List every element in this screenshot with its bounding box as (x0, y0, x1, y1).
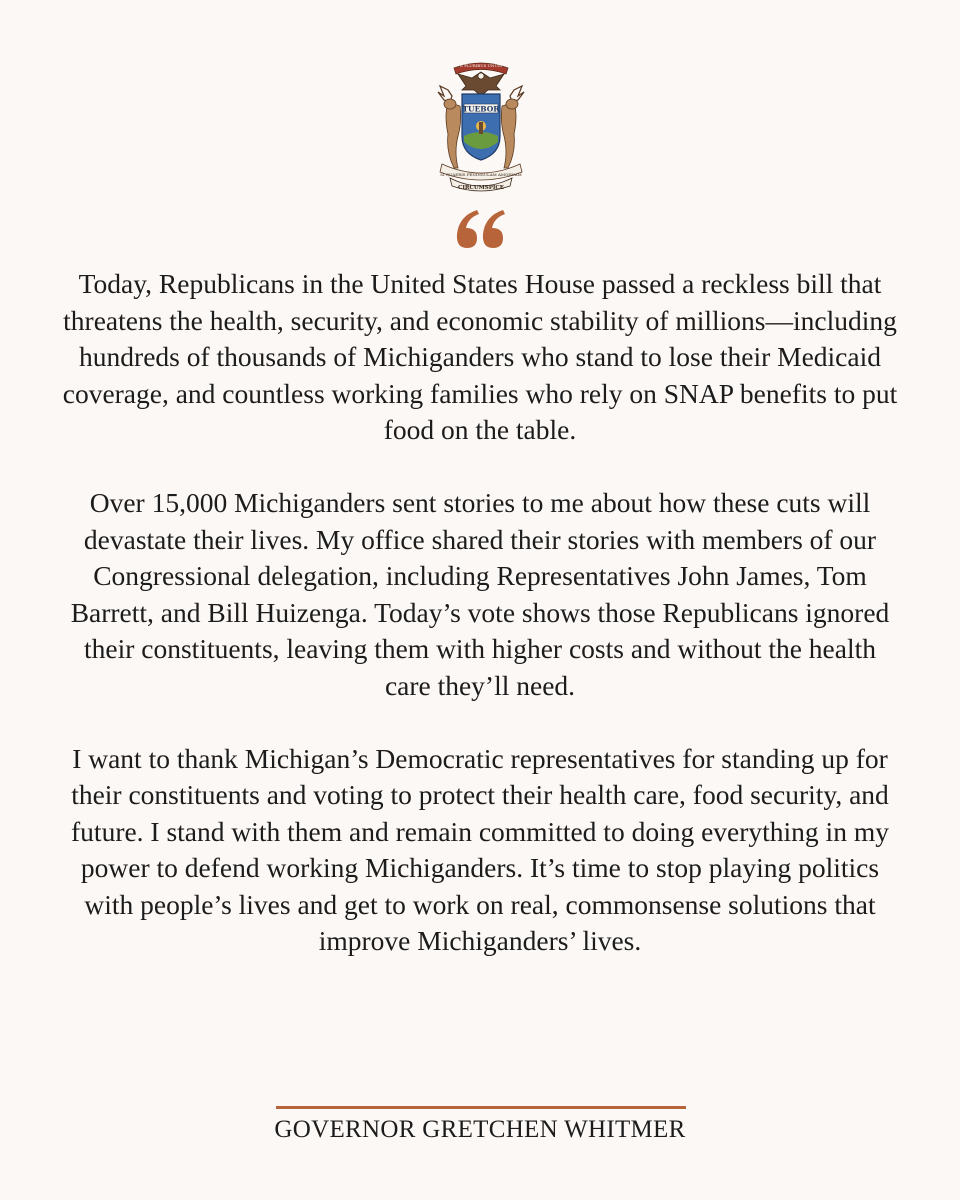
signature: GOVERNOR GRETCHEN WHITMER (274, 1116, 686, 1143)
seal-bottom-motto: CIRCUMSPICE (457, 185, 505, 191)
signature-divider (276, 1106, 686, 1109)
statement-paragraph: I want to thank Michigan’s Democratic representatives for standing up for their constituents and voting to protect their health care, food security, and future. I stand with them and remain committed to doing everything in my power to defend working Michiganders. It’s time to stop playing politics with people’s lives and get to work on real, commonsense solutions that improve Michiganders’ lives. (71, 742, 889, 956)
statement-paragraph: Over 15,000 Michiganders sent stories to me about how these cuts will devastate their lives. My office shared their stories with members of our Congressional delegation, including Representatives John James, Tom Barrett, and Bill Huizenga. Today’s vote shows those Republicans ignored their constituents, leaving them with higher costs and without the health care they’ll need. (70, 487, 890, 701)
seal-ribbon-motto: SI QUAERIS PENINSULAM AMOENAM (440, 172, 522, 177)
seal-top-banner: E PLURIBUS UNUM (460, 63, 502, 68)
statement-paragraph: Today, Republicans in the United States House passed a reckless bill that threatens the health, security, and economic stability of millions—including hundreds of thousands of Michiganders who stand to lose their Medicaid coverage, and countless working families who rely on SNAP benefits to put food on the table. (62, 268, 898, 445)
seal-shield-motto: TUEBOR (462, 104, 500, 114)
statement-body (60, 266, 900, 960)
quote-mark-icon (0, 206, 960, 252)
michigan-seal-logo (418, 56, 544, 192)
